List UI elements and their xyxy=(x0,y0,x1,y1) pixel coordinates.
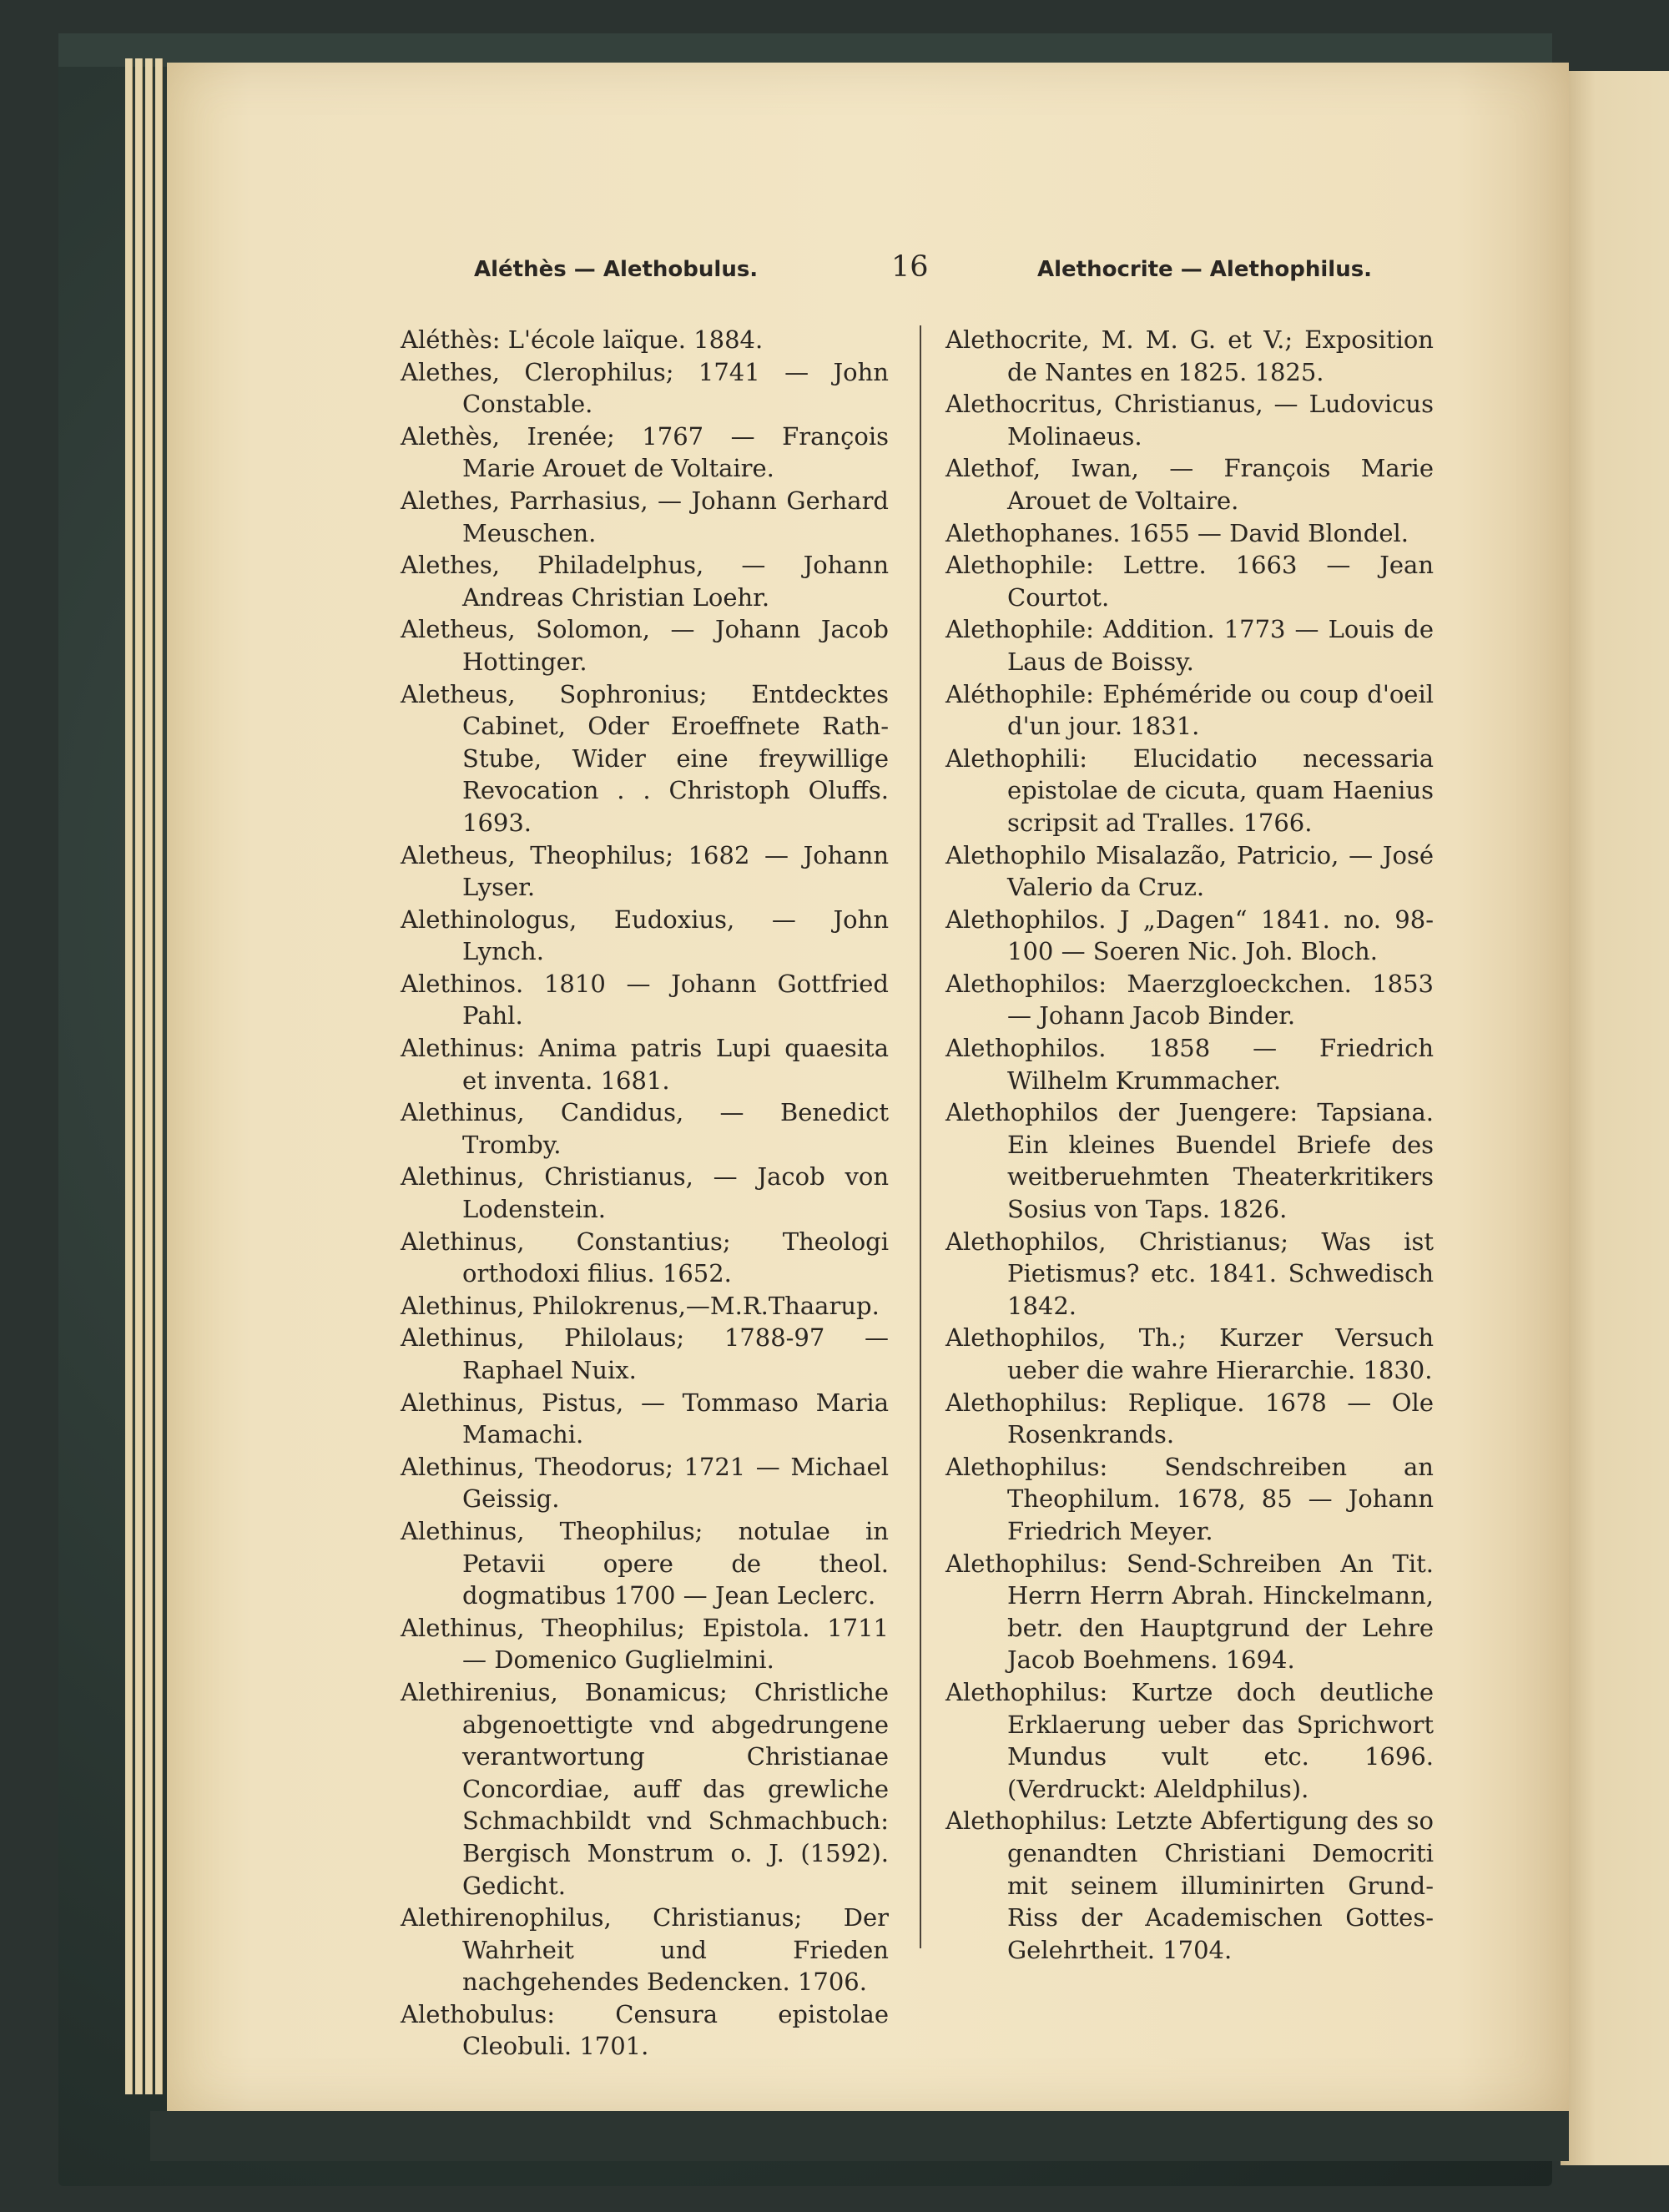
index-entry: Alethophanes. 1655 — David Blondel. xyxy=(945,518,1409,547)
left-column xyxy=(401,324,889,2063)
index-entry: Alethophilos: Maerzgloeckchen. 1853 — Johann Jacob Binder. xyxy=(945,969,1434,1030)
index-entry: Alethophilus: Sendschreiben an Theophilum. 1678, 85 — Johann Friedrich Meyer. xyxy=(945,1452,1434,1545)
page-stack-edge xyxy=(135,58,143,2094)
index-entry: Alethophilus: Kurtze doch deutliche Erklaerung ueber das Sprichwort Mundus vult etc. 1696. (Verdruckt: Aleldphilus). xyxy=(945,1677,1434,1803)
page-number: 16 xyxy=(891,250,929,284)
index-entry: Aléthophile: Ephéméride ou coup d'oeil d'un jour. 1831. xyxy=(945,679,1434,741)
index-entry: Alethophilos, Christianus; Was ist Pietismus? etc. 1841. Schwedisch 1842. xyxy=(945,1227,1434,1320)
index-entry: Alethes, Clerophilus; 1741 — John Constable. xyxy=(401,357,889,419)
index-entry: Alethinus, Philokrenus,—M.R.Thaarup. xyxy=(401,1291,880,1320)
index-entry: Alethinus, Theophilus; Epistola. 1711 — Domenico Guglielmini. xyxy=(401,1613,889,1675)
index-entry: Alethinologus, Eudoxius, — John Lynch. xyxy=(401,904,889,966)
index-entry: Alethophile: Addition. 1773 — Louis de Laus de Boissy. xyxy=(945,615,1434,676)
cover-bottom-edge xyxy=(150,2111,1569,2161)
index-entry: Alethes, Philadelphus, — Johann Andreas Christian Loehr. xyxy=(401,551,889,612)
page-stack-edge xyxy=(155,58,163,2094)
index-entry: Alethophilos der Juengere: Tapsiana. Ein kleines Buendel Briefe des weitberuehmten Theaterkritikers Sosius von Taps. 1826. xyxy=(945,1098,1434,1224)
index-entry: Alethocrite, M. M. G. et V.; Exposition de Nantes en 1825. 1825. xyxy=(945,325,1434,386)
running-header-left: Aléthès — Alethobulus. xyxy=(474,257,759,282)
index-entry: Alethophili: Elucidatio necessaria epistolae de cicuta, quam Haenius scripsit ad Tralles. 1766. xyxy=(945,743,1434,837)
right-column xyxy=(945,324,1434,1966)
cover-top-edge xyxy=(58,33,1552,67)
index-entry: Alethobulus: Censura epistolae Cleobuli. 1701. xyxy=(401,1999,889,2061)
index-entry: Alethophilus: Replique. 1678 — Ole Rosenkrands. xyxy=(945,1388,1434,1449)
index-entry: Alethes, Parrhasius, — Johann Gerhard Meuschen. xyxy=(401,486,889,547)
index-entry: Aletheus, Solomon, — Johann Jacob Hottinger. xyxy=(401,615,889,676)
index-entry: Alethès, Irenée; 1767 — François Marie Arouet de Voltaire. xyxy=(401,421,889,483)
facing-page-edge xyxy=(1561,71,1669,2165)
index-entry: Aléthès: L'école laïque. 1884. xyxy=(401,325,764,354)
index-entry: Alethinus, Philolaus; 1788-97 — Raphael Nuix. xyxy=(401,1323,889,1384)
page-stack-edge xyxy=(145,58,153,2094)
index-entry: Alethophilus: Letzte Abfertigung des so genandten Christiani Democriti mit seinem illuminirten Grund-Riss der Academischen Gottes-Gelehrtheit. 1704. xyxy=(945,1806,1434,1964)
page-stack-edge xyxy=(125,58,133,2094)
index-entry: Alethophilo Misalazão, Patricio, — José Valerio da Cruz. xyxy=(945,840,1434,902)
index-entry: Alethophilos. J „Dagen“ 1841. no. 98-100 — Soeren Nic. Joh. Bloch. xyxy=(945,904,1434,966)
index-entry: Alethophilos. 1858 — Friedrich Wilhelm Krummacher. xyxy=(945,1034,1434,1095)
index-entry: Alethinus, Pistus, — Tommaso Maria Mamachi. xyxy=(401,1388,889,1449)
index-entry: Aletheus, Theophilus; 1682 — Johann Lyser. xyxy=(401,840,889,902)
index-entry: Alethophile: Lettre. 1663 — Jean Courtot. xyxy=(945,551,1434,612)
index-entry: Alethinus, Christianus, — Jacob von Lodenstein. xyxy=(401,1162,889,1224)
index-entry: Alethof, Iwan, — François Marie Arouet de Voltaire. xyxy=(945,454,1434,515)
running-header-right: Alethocrite — Alethophilus. xyxy=(1037,257,1373,282)
index-entry: Alethinus, Theophilus; notulae in Petavii opere de theol. dogmatibus 1700 — Jean Leclerc. xyxy=(401,1516,889,1610)
index-entry: Alethirenius, Bonamicus; Christliche abgenoettigte vnd abgedrungene verantwortung Christianae Concordiae, auff das grewliche Schmachbildt vnd Schmachbuch: Bergisch Monstrum o. J. (1592). Gedicht. xyxy=(401,1677,889,1900)
index-entry: Alethophilos, Th.; Kurzer Versuch ueber die wahre Hierarchie. 1830. xyxy=(945,1323,1434,1384)
index-entry: Alethinus, Theodorus; 1721 — Michael Geissig. xyxy=(401,1452,889,1514)
index-entry: Alethinus, Candidus, — Benedict Tromby. xyxy=(401,1098,889,1159)
index-entry: Alethinus: Anima patris Lupi quaesita et inventa. 1681. xyxy=(401,1034,889,1095)
index-entry: Alethinus, Constantius; Theologi orthodoxi filius. 1652. xyxy=(401,1227,889,1288)
index-entry: Alethocritus, Christianus, — Ludovicus Molinaeus. xyxy=(945,390,1434,451)
index-entry: Alethinos. 1810 — Johann Gottfried Pahl. xyxy=(401,969,889,1030)
index-entry: Alethirenophilus, Christianus; Der Wahrheit und Frieden nachgehendes Bedencken. 1706. xyxy=(401,1903,889,1997)
index-entry: Aletheus, Sophronius; Entdecktes Cabinet, Oder Eroeffnete Rath-Stube, Wider eine freywillige Revocation . . Christoph Oluffs. 1693. xyxy=(401,679,889,837)
column-divider xyxy=(920,325,921,1948)
index-entry: Alethophilus: Send-Schreiben An Tit. Herrn Herrn Abrah. Hinckelmann, betr. den Hauptgrund der Lehre Jacob Boehmens. 1694. xyxy=(945,1549,1434,1675)
